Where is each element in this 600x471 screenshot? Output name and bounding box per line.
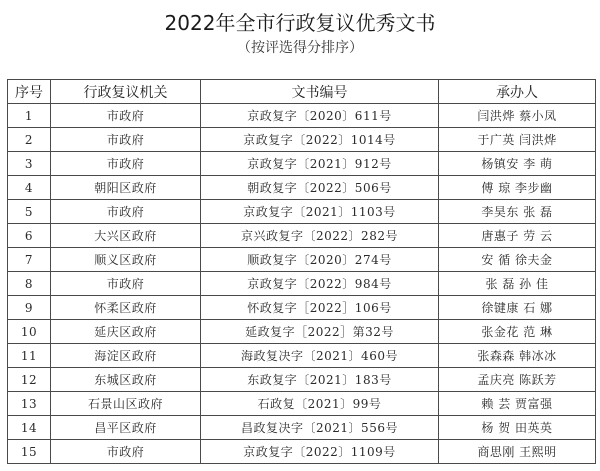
table-row xyxy=(8,152,596,176)
table-header-row xyxy=(8,80,596,104)
cell-index: 5 xyxy=(8,200,51,224)
cell-doc-number: 石政复〔2021〕99号 xyxy=(201,392,439,416)
cell-index: 4 xyxy=(8,176,51,200)
cell-doc-number: 怀政复字［2022］106号 xyxy=(201,296,439,320)
cell-agency: 大兴区政府 xyxy=(51,224,201,248)
table-row xyxy=(8,224,596,248)
cell-handler: 徐键康 石 娜 xyxy=(439,296,596,320)
cell-doc-number: 延政复字［2022］第32号 xyxy=(201,320,439,344)
table-body xyxy=(8,104,596,464)
table-row xyxy=(8,296,596,320)
cell-index: 11 xyxy=(8,344,51,368)
cell-handler: 杨镇安 李 萌 xyxy=(439,152,596,176)
cell-handler: 李昊东 张 磊 xyxy=(439,200,596,224)
cell-handler: 安 循 徐夫金 xyxy=(439,248,596,272)
table-row xyxy=(8,416,596,440)
cell-agency: 海淀区政府 xyxy=(51,344,201,368)
cell-doc-number: 京政复字〔2022〕984号 xyxy=(201,272,439,296)
cell-agency: 石景山区政府 xyxy=(51,392,201,416)
cell-index: 10 xyxy=(8,320,51,344)
cell-index: 9 xyxy=(8,296,51,320)
cell-index: 3 xyxy=(8,152,51,176)
cell-handler: 张金花 范 琳 xyxy=(439,320,596,344)
cell-agency: 市政府 xyxy=(51,128,201,152)
cell-agency: 市政府 xyxy=(51,152,201,176)
cell-handler: 闫洪烨 蔡小凤 xyxy=(439,104,596,128)
cell-agency: 市政府 xyxy=(51,200,201,224)
cell-doc-number: 京兴政复字〔2022〕282号 xyxy=(201,224,439,248)
table-row xyxy=(8,200,596,224)
cell-doc-number: 京政复字〔2021〕912号 xyxy=(201,152,439,176)
cell-handler: 傅 琼 李步幽 xyxy=(439,176,596,200)
header-agency: 行政复议机关 xyxy=(51,80,201,104)
cell-index: 13 xyxy=(8,392,51,416)
table-row xyxy=(8,440,596,464)
cell-handler: 于广英 闫洪烨 xyxy=(439,128,596,152)
cell-doc-number: 京政复字〔2022〕1014号 xyxy=(201,128,439,152)
cell-doc-number: 顺政复字〔2020〕274号 xyxy=(201,248,439,272)
table-row xyxy=(8,368,596,392)
cell-doc-number: 朝政复字〔2022〕506号 xyxy=(201,176,439,200)
cell-agency: 怀柔区政府 xyxy=(51,296,201,320)
cell-handler: 张 磊 孙 佳 xyxy=(439,272,596,296)
cell-index: 15 xyxy=(8,440,51,464)
cell-agency: 市政府 xyxy=(51,440,201,464)
cell-doc-number: 京政复字〔2020〕611号 xyxy=(201,104,439,128)
table-row xyxy=(8,392,596,416)
cell-handler: 赖 芸 贾富强 xyxy=(439,392,596,416)
header-doc-number: 文书编号 xyxy=(201,80,439,104)
cell-index: 6 xyxy=(8,224,51,248)
cell-handler: 商思刚 王熙明 xyxy=(439,440,596,464)
cell-handler: 唐惠子 劳 云 xyxy=(439,224,596,248)
cell-index: 1 xyxy=(8,104,51,128)
cell-agency: 昌平区政府 xyxy=(51,416,201,440)
cell-index: 14 xyxy=(8,416,51,440)
cell-index: 2 xyxy=(8,128,51,152)
table-row xyxy=(8,272,596,296)
cell-handler: 张森森 韩冰冰 xyxy=(439,344,596,368)
table-row xyxy=(8,248,596,272)
cell-agency: 延庆区政府 xyxy=(51,320,201,344)
header-handler: 承办人 xyxy=(439,80,596,104)
table-row xyxy=(8,128,596,152)
cell-agency: 东城区政府 xyxy=(51,368,201,392)
cell-doc-number: 京政复字〔2022〕1109号 xyxy=(201,440,439,464)
table-row xyxy=(8,344,596,368)
cell-index: 8 xyxy=(8,272,51,296)
cell-doc-number: 东政复字〔2021〕183号 xyxy=(201,368,439,392)
header-index: 序号 xyxy=(8,80,51,104)
cell-agency: 市政府 xyxy=(51,104,201,128)
table-row xyxy=(8,104,596,128)
cell-doc-number: 海政复决字〔2021〕460号 xyxy=(201,344,439,368)
cell-agency: 市政府 xyxy=(51,272,201,296)
cell-agency: 顺义区政府 xyxy=(51,248,201,272)
cell-agency: 朝阳区政府 xyxy=(51,176,201,200)
document-title: 2022年全市行政复议优秀文书 xyxy=(164,11,436,35)
table-row xyxy=(8,320,596,344)
award-table xyxy=(7,79,596,464)
cell-index: 7 xyxy=(8,248,51,272)
cell-doc-number: 昌政复决字〔2021〕556号 xyxy=(201,416,439,440)
table-row xyxy=(8,176,596,200)
cell-handler: 杨 贺 田英英 xyxy=(439,416,596,440)
cell-index: 12 xyxy=(8,368,51,392)
document-subtitle: （按评选得分排序） xyxy=(237,40,363,56)
cell-handler: 孟庆亮 陈跃芳 xyxy=(439,368,596,392)
cell-doc-number: 京政复字〔2021〕1103号 xyxy=(201,200,439,224)
